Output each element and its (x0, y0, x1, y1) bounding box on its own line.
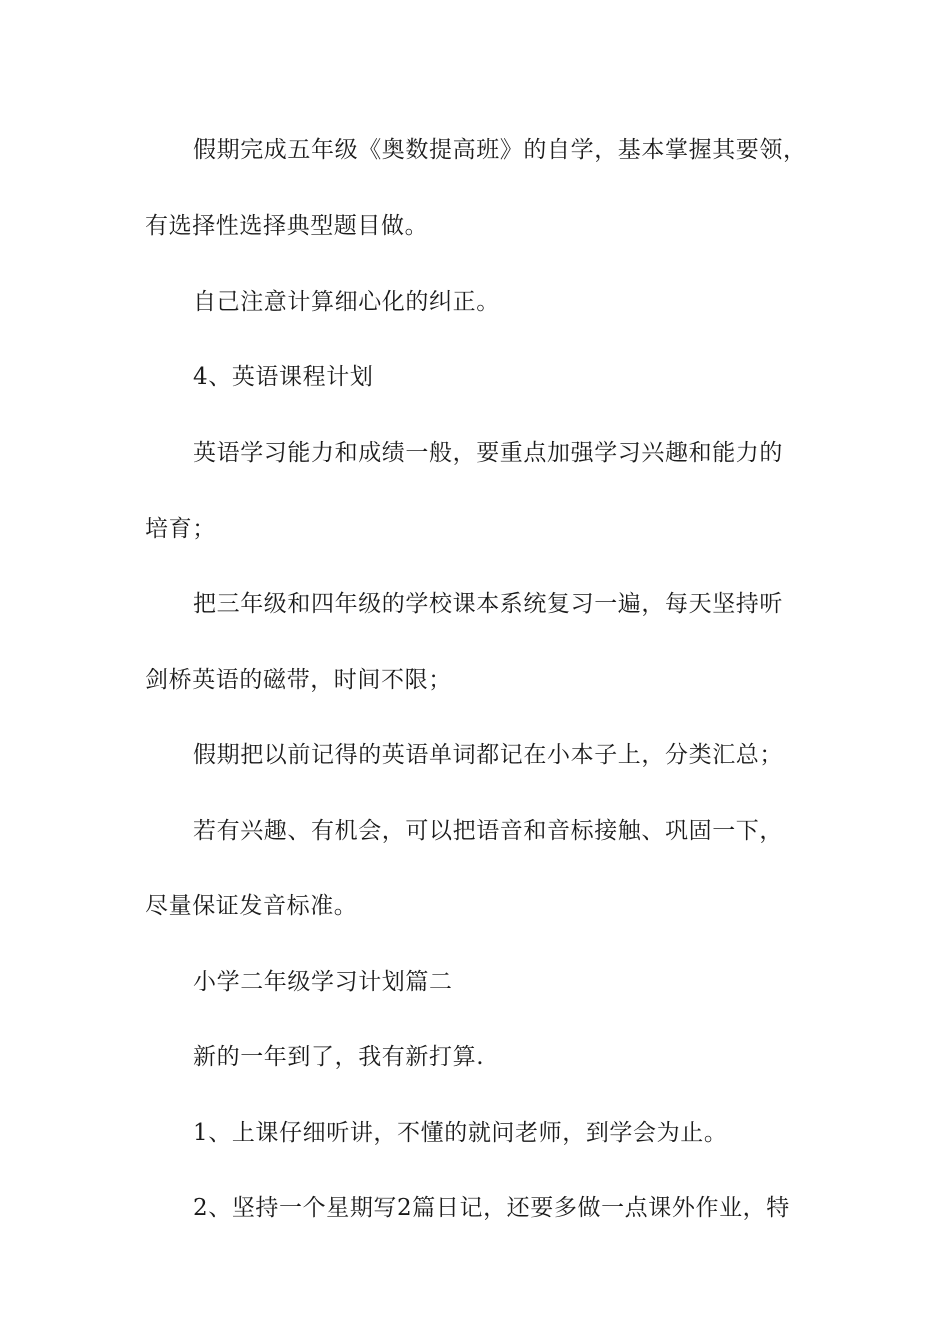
paragraph-line: 把三年级和四年级的学校课本系统复习一遍，每天坚持听 (193, 591, 783, 617)
paragraph-line: 2、坚持一个星期写2篇日记，还要多做一点课外作业，特 (193, 1195, 790, 1221)
paragraph-line: 若有兴趣、有机会，可以把语音和音标接触、巩固一下， (193, 818, 783, 844)
paragraph-line: 1、上课仔细听讲，不懂的就问老师，到学会为止。 (193, 1120, 728, 1146)
paragraph-line: 假期完成五年级《奥数提高班》的自学，基本掌握其要领， (193, 137, 807, 163)
paragraph-line: 假期把以前记得的英语单词都记在小本子上，分类汇总； (193, 742, 783, 768)
paragraph-line: 新的一年到了，我有新打算. (193, 1044, 485, 1070)
paragraph-line: 剑桥英语的磁带，时间不限； (145, 667, 452, 693)
paragraph-line: 尽量保证发音标准。 (145, 893, 358, 919)
paragraph-line: 有选择性选择典型题目做。 (145, 213, 429, 239)
section-heading: 4、英语课程计划 (193, 364, 374, 390)
paragraph-line: 英语学习能力和成绩一般，要重点加强学习兴趣和能力的 (193, 440, 783, 466)
paragraph-line: 自己注意计算细心化的纠正。 (193, 289, 500, 315)
section-heading: 小学二年级学习计划篇二 (193, 969, 453, 995)
paragraph-line: 培育； (145, 516, 216, 542)
